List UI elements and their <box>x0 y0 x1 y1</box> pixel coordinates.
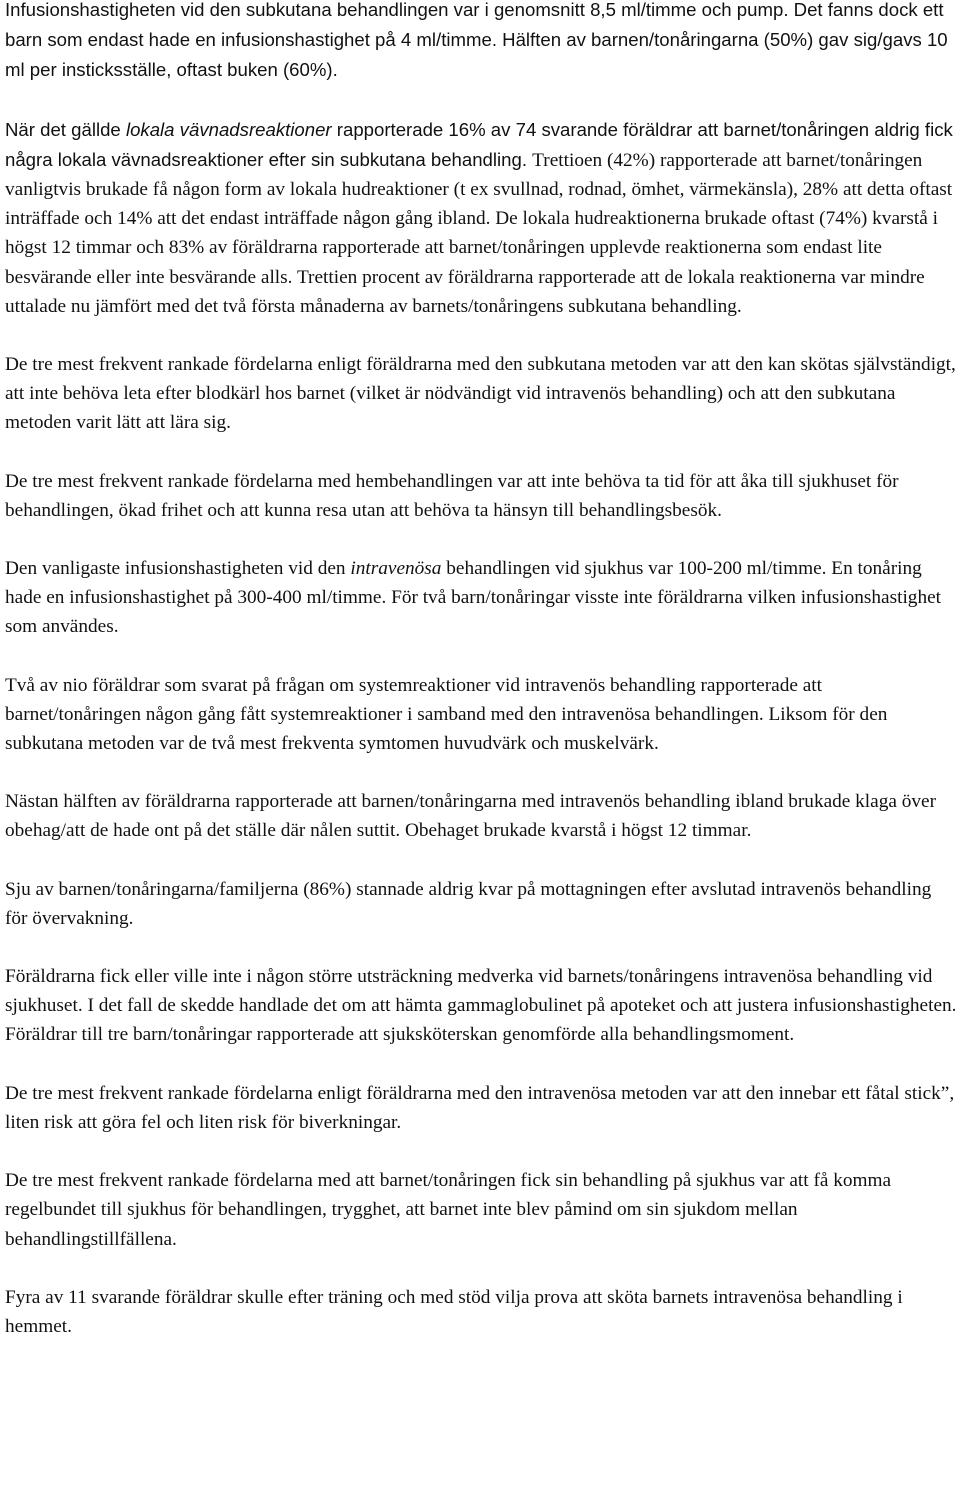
paragraph-needle-discomfort <box>5 787 957 845</box>
paragraph-text: behandlingen vid sjukhus var 100-200 ml/timme. En tonåring hade en infusionshastighet på 300-400 ml/timme. För två barn/tonåringar visste inte föräldrarna vilken infusionshastighet som användes. <box>5 558 942 638</box>
paragraph-text: De tre mest frekvent rankade fördelarna enligt föräldrarna med den intravenösa metoden var att den innebar ett fåtal stick”, liten risk att göra fel och liten risk för biverkningar. <box>5 1082 955 1133</box>
paragraph-text: Nästan hälften av föräldrarna rapporterade att barnen/tonåringarna med intravenös behandling ibland brukade klaga över obehag/att de hade ont på det ställe där nålen suttit. Obehaget brukade kvarstå i högst 12 timmar. <box>5 791 936 842</box>
paragraph-text: Två av nio föräldrar som svarat på frågan om systemreaktioner vid intravenös behandling rapporterade att barnet/tonåringen någon gång fått systemreaktioner i samband med den intravenösa behandlingen. Liksom för den subkutana metoden var de två mest frekventa symtomen huvudvärk och muskelvärk. <box>5 674 888 755</box>
paragraph-parent-participation <box>5 962 957 1050</box>
paragraph-text: De tre mest frekvent rankade fördelarna med att barnet/tonåringen fick sin behandling på sjukhus var att få komma regelbundet till sjukhus för behandlingen, trygghet, att barnet inte blev påmind om sin sjukdom mellan behandlingstillfällena. <box>5 1170 892 1250</box>
paragraph-text: De tre mest frekvent rankade fördelarna enligt föräldrarna med den subkutana metoden var att den kan skötas självständigt, att inte behöva leta efter blodkärl hos barnet (vilket är nödvändigt vid intravenös behandling) och att den subkutana metoden varit lätt att lära sig. <box>5 354 956 434</box>
paragraph-home-treatment-advantages <box>5 467 957 525</box>
paragraph-hospital-treatment-advantages <box>5 1166 957 1254</box>
emphasized-term: lokala vävnadsreaktioner <box>125 118 332 140</box>
paragraph-subcutaneous-advantages <box>5 350 957 438</box>
paragraph-text: Den vanligaste infusionshastigheten vid den <box>5 558 351 580</box>
paragraph-text: Trettioen (42%) rapporterade att barnet/tonåringen vanligtvis brukade få någon form av lokala hudreaktioner (t ex svullnad, rodnad, ömhet, värmekänsla), 28% att detta oftast inträffade och 14% att det endast inträffade någon gång ibland. De lokala hudreaktionerna brukade oftast (74%) kvarstå i högst 12 timmar och 83% av föräldrarna rapporterade att barnet/tonåringen upplevde reaktionerna som endast lite besvärande eller inte besvärande alls. Trettien procent av föräldrarna rapporterade att de lokala reaktionerna var mindre uttalade nu jämfört med det två första månaderna av barnets/tonåringens subkutana behandling. <box>5 149 953 317</box>
paragraph-intravenous-infusion-rate <box>5 554 957 642</box>
paragraph-subcutaneous-infusion-rate <box>5 0 957 86</box>
emphasized-term: intravenösa <box>350 558 442 580</box>
paragraph-text: De tre mest frekvent rankade fördelarna med hembehandlingen var att inte behöva ta tid för att åka till sjukhuset för behandlingen, ökad frihet och att kunna resa utan att behöva ta hänsyn till behandlingsbesök. <box>5 470 899 521</box>
paragraph-text: Infusionshastigheten vid den subkutana behandlingen var i genomsnitt 8,5 ml/timme och pump. Det fanns dock ett barn som endast hade en infusionshastighet på 4 ml/timme. Hälften av barnen/tonåringarna (50%) gav sig/gavs 10 ml per insticksställe, oftast buken (60%). <box>5 0 948 81</box>
paragraph-systemic-reactions <box>5 671 957 759</box>
paragraph-text: När det gällde <box>5 118 126 140</box>
paragraph-text: Fyra av 11 svarande föräldrar skulle efter träning och med stöd vilja prova att sköta barnets intravenösa behandling i hemmet. <box>5 1286 903 1337</box>
paragraph-text: rapporterade 16% av 74 svarande föräldrar att barnet/tonåringen aldrig fick några lokala vävnadsreaktioner efter sin subkutana behandling. <box>5 118 953 170</box>
paragraph-text: Föräldrarna fick eller ville inte i någon större utsträckning medverka vid barnets/tonåringens intravenösa behandling vid sjukhuset. I det fall de skedde handlade det om att hämta gammaglobulinet på apoteket och att justera infusionshastigheten. Föräldrar till tre barn/tonåringar rapporterade att sjuksköterskan genomförde alla behandlingsmoment. <box>5 966 957 1046</box>
paragraph-text: Sju av barnen/tonåringarna/familjerna (86%) stannade aldrig kvar på mottagningen efter avslutad intravenös behandling för övervakning. <box>5 878 932 929</box>
paragraph-observation-after-treatment <box>5 875 957 933</box>
paragraph-home-intravenous-willingness <box>5 1283 957 1341</box>
document-page <box>5 0 957 1341</box>
paragraph-local-tissue-reactions <box>5 115 957 321</box>
paragraph-intravenous-advantages <box>5 1079 957 1137</box>
